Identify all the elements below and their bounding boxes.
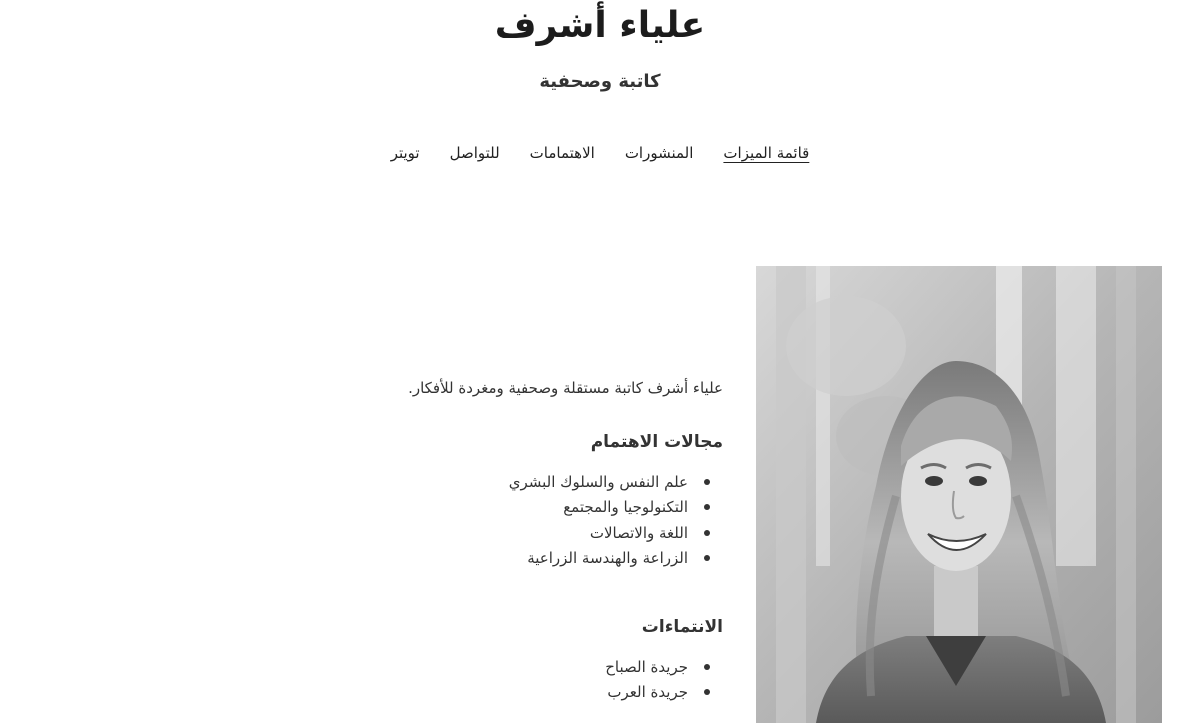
list-item <box>400 470 688 495</box>
list-item <box>400 546 688 571</box>
site-title: علياء أشرف <box>494 5 706 46</box>
main-content <box>400 370 723 723</box>
main-nav <box>0 140 1200 166</box>
interests-heading: مجالات الاهتمام <box>590 432 723 452</box>
bullet-icon <box>704 504 710 510</box>
list-item-label: جريدة العرب <box>607 683 688 702</box>
portrait-photo <box>756 266 1162 723</box>
bullet-icon <box>704 479 710 485</box>
list-item <box>400 680 688 705</box>
list-item <box>400 495 688 520</box>
list-item-label: علم النفس والسلوك البشري <box>508 473 688 491</box>
nav-item-contact[interactable]: للتواصل <box>449 144 500 162</box>
bullet-icon <box>704 689 710 695</box>
bullet-icon <box>704 664 710 670</box>
nav-item-publications[interactable]: المنشورات <box>624 144 694 162</box>
portrait-photo-illustration <box>756 266 1162 723</box>
site-subtitle: كاتبة وصحفية <box>539 71 661 92</box>
nav-item-interests[interactable]: الاهتمامات <box>529 144 595 162</box>
list-item-label: الزراعة والهندسة الزراعية <box>527 548 688 567</box>
list-item-label: جريدة الصباح <box>605 658 688 677</box>
list-item <box>400 655 688 680</box>
bullet-icon <box>704 555 710 561</box>
bullet-icon <box>704 530 710 536</box>
list-item-label: اللغة والاتصالات <box>589 523 688 542</box>
affiliations-heading: الانتماءات <box>641 617 723 638</box>
list-item-label: التكنولوجيا والمجتمع <box>563 498 688 517</box>
list-item <box>400 521 688 546</box>
intro-text: علياء أشرف كاتبة مستقلة وصحفية ومغردة للأفكار. <box>408 379 723 397</box>
interests-list <box>400 470 723 571</box>
nav-item-features[interactable]: قائمة الميزات <box>723 144 810 162</box>
affiliations-list <box>400 655 723 706</box>
nav-item-twitter[interactable]: تويتر <box>390 144 420 162</box>
